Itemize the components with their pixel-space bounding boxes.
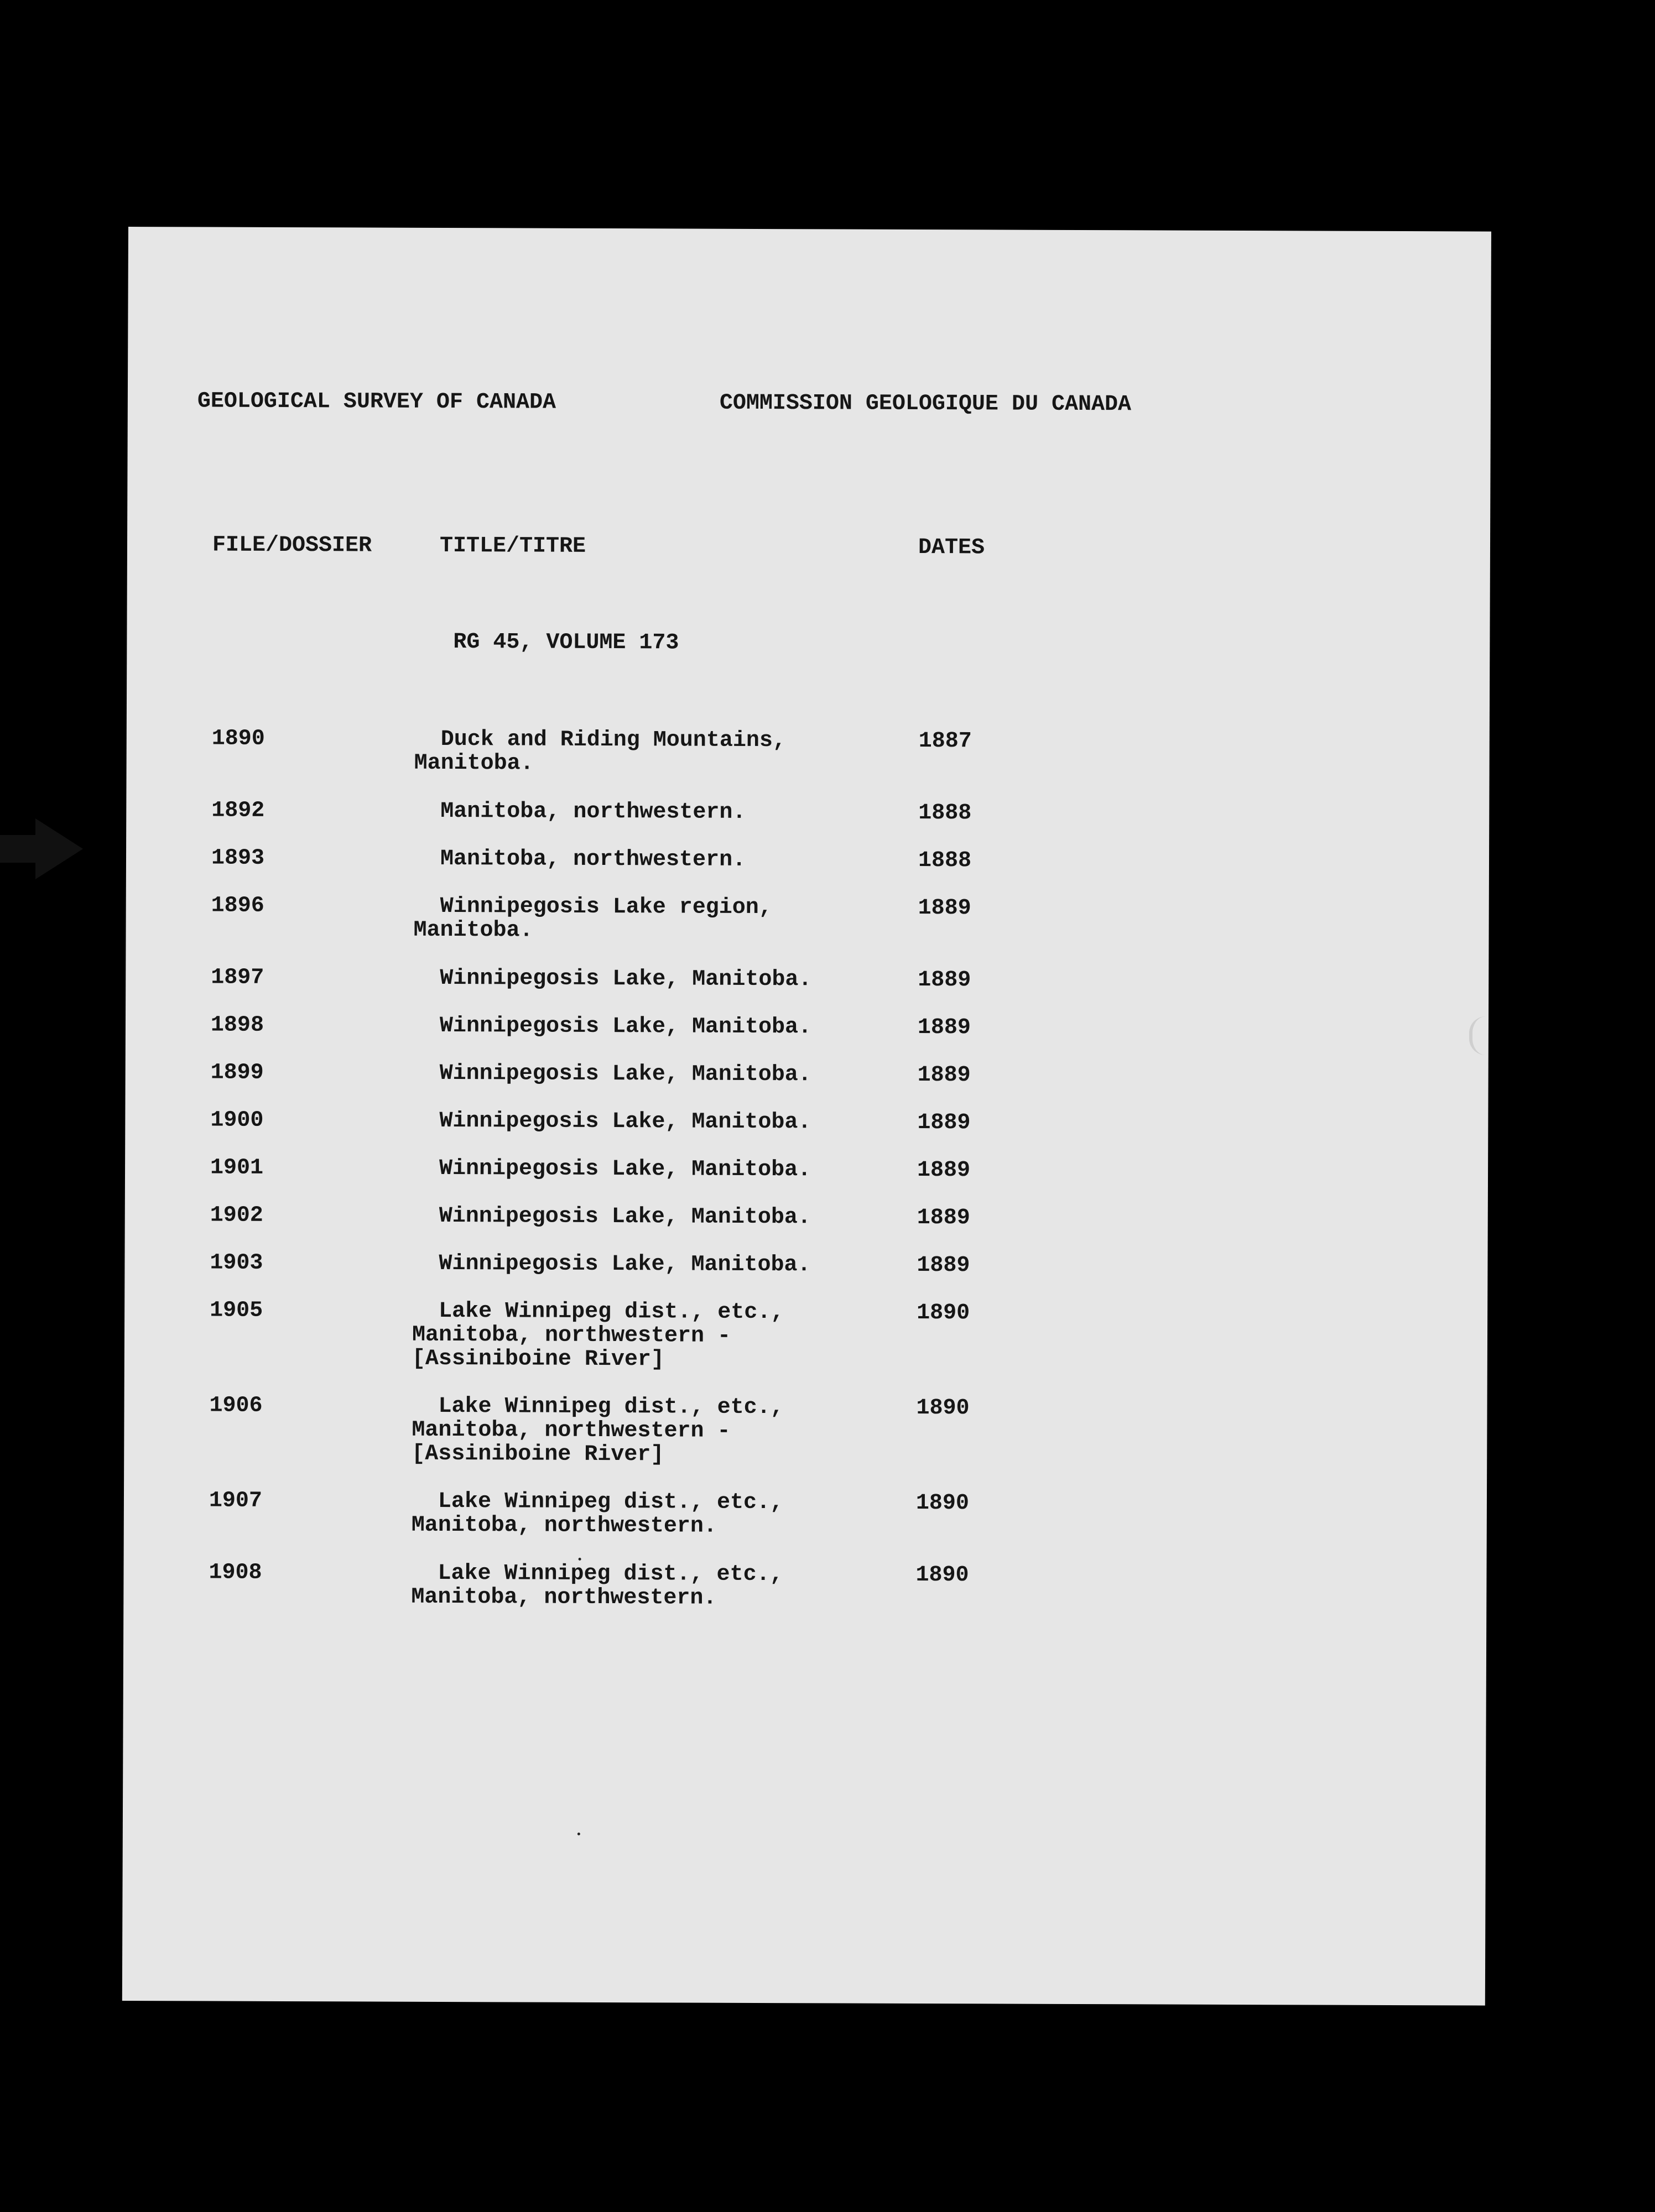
file-date: 1888 bbox=[918, 800, 972, 826]
file-date: 1890 bbox=[916, 1395, 970, 1421]
file-date: 1887 bbox=[918, 728, 972, 754]
file-number: 1896 bbox=[211, 893, 264, 919]
file-date: 1888 bbox=[918, 848, 972, 874]
file-number: 1897 bbox=[211, 965, 264, 990]
file-number: 1907 bbox=[209, 1488, 263, 1514]
file-date: 1889 bbox=[917, 1110, 971, 1136]
file-date: 1890 bbox=[917, 1300, 970, 1326]
header-right: COMMISSION GEOLOGIQUE DU CANADA bbox=[719, 390, 1132, 418]
file-number: 1902 bbox=[210, 1203, 263, 1228]
file-date: 1889 bbox=[917, 1015, 971, 1041]
file-number: 1898 bbox=[210, 1013, 264, 1038]
file-number: 1908 bbox=[209, 1560, 262, 1585]
file-number: 1890 bbox=[211, 726, 265, 752]
volume-heading: RG 45, VOLUME 173 bbox=[453, 630, 679, 656]
file-title: Winnipegosis Lake, Manitoba. bbox=[412, 1203, 811, 1230]
file-date: 1889 bbox=[918, 967, 971, 993]
file-title: Lake Winnipeg dist., etc., Manitoba, northwestern - [Assiniboine River] bbox=[412, 1394, 784, 1468]
file-number: 1893 bbox=[211, 846, 265, 871]
column-header-file: FILE/DOSSIER bbox=[212, 533, 372, 559]
file-date: 1890 bbox=[915, 1562, 969, 1588]
file-title: Manitoba, northwestern. bbox=[413, 846, 746, 873]
file-date: 1889 bbox=[918, 895, 971, 921]
file-date: 1889 bbox=[917, 1205, 970, 1231]
ink-speck bbox=[579, 1558, 581, 1561]
header-left: GEOLOGICAL SURVEY OF CANADA bbox=[197, 389, 556, 415]
file-number: 1901 bbox=[210, 1155, 264, 1181]
file-title: Winnipegosis Lake, Manitoba. bbox=[413, 966, 812, 993]
ink-speck bbox=[577, 1833, 580, 1835]
column-header-dates: DATES bbox=[918, 535, 985, 561]
file-title: Manitoba, northwestern. bbox=[414, 799, 746, 825]
file-title: Winnipegosis Lake, Manitoba. bbox=[413, 1013, 812, 1040]
file-date: 1889 bbox=[917, 1062, 971, 1088]
file-number: 1905 bbox=[210, 1298, 263, 1323]
file-title: Winnipegosis Lake region, Manitoba. bbox=[413, 894, 772, 943]
file-title: Duck and Riding Mountains, Manitoba. bbox=[414, 727, 786, 776]
file-date: 1889 bbox=[917, 1157, 971, 1183]
document-page bbox=[122, 227, 1491, 2006]
file-title: Lake Winnipeg dist., etc., Manitoba, northwestern. bbox=[411, 1561, 783, 1611]
file-number: 1903 bbox=[210, 1250, 263, 1276]
file-number: 1892 bbox=[211, 798, 265, 823]
file-number: 1900 bbox=[210, 1108, 264, 1133]
file-date: 1889 bbox=[917, 1253, 970, 1279]
file-title: Winnipegosis Lake, Manitoba. bbox=[412, 1156, 811, 1183]
file-number: 1899 bbox=[210, 1060, 264, 1086]
column-header-title: TITLE/TITRE bbox=[439, 533, 586, 559]
file-title: Winnipegosis Lake, Manitoba. bbox=[413, 1108, 811, 1135]
file-title: Winnipegosis Lake, Manitoba. bbox=[412, 1251, 811, 1278]
file-title: Winnipegosis Lake, Manitoba. bbox=[413, 1061, 811, 1088]
file-title: Lake Winnipeg dist., etc., Manitoba, northwestern - [Assiniboine River] bbox=[412, 1298, 784, 1373]
arrow-right-icon bbox=[0, 818, 83, 879]
file-number: 1906 bbox=[209, 1393, 263, 1418]
file-title: Lake Winnipeg dist., etc., Manitoba, northwestern. bbox=[411, 1489, 784, 1539]
file-date: 1890 bbox=[915, 1490, 970, 1516]
